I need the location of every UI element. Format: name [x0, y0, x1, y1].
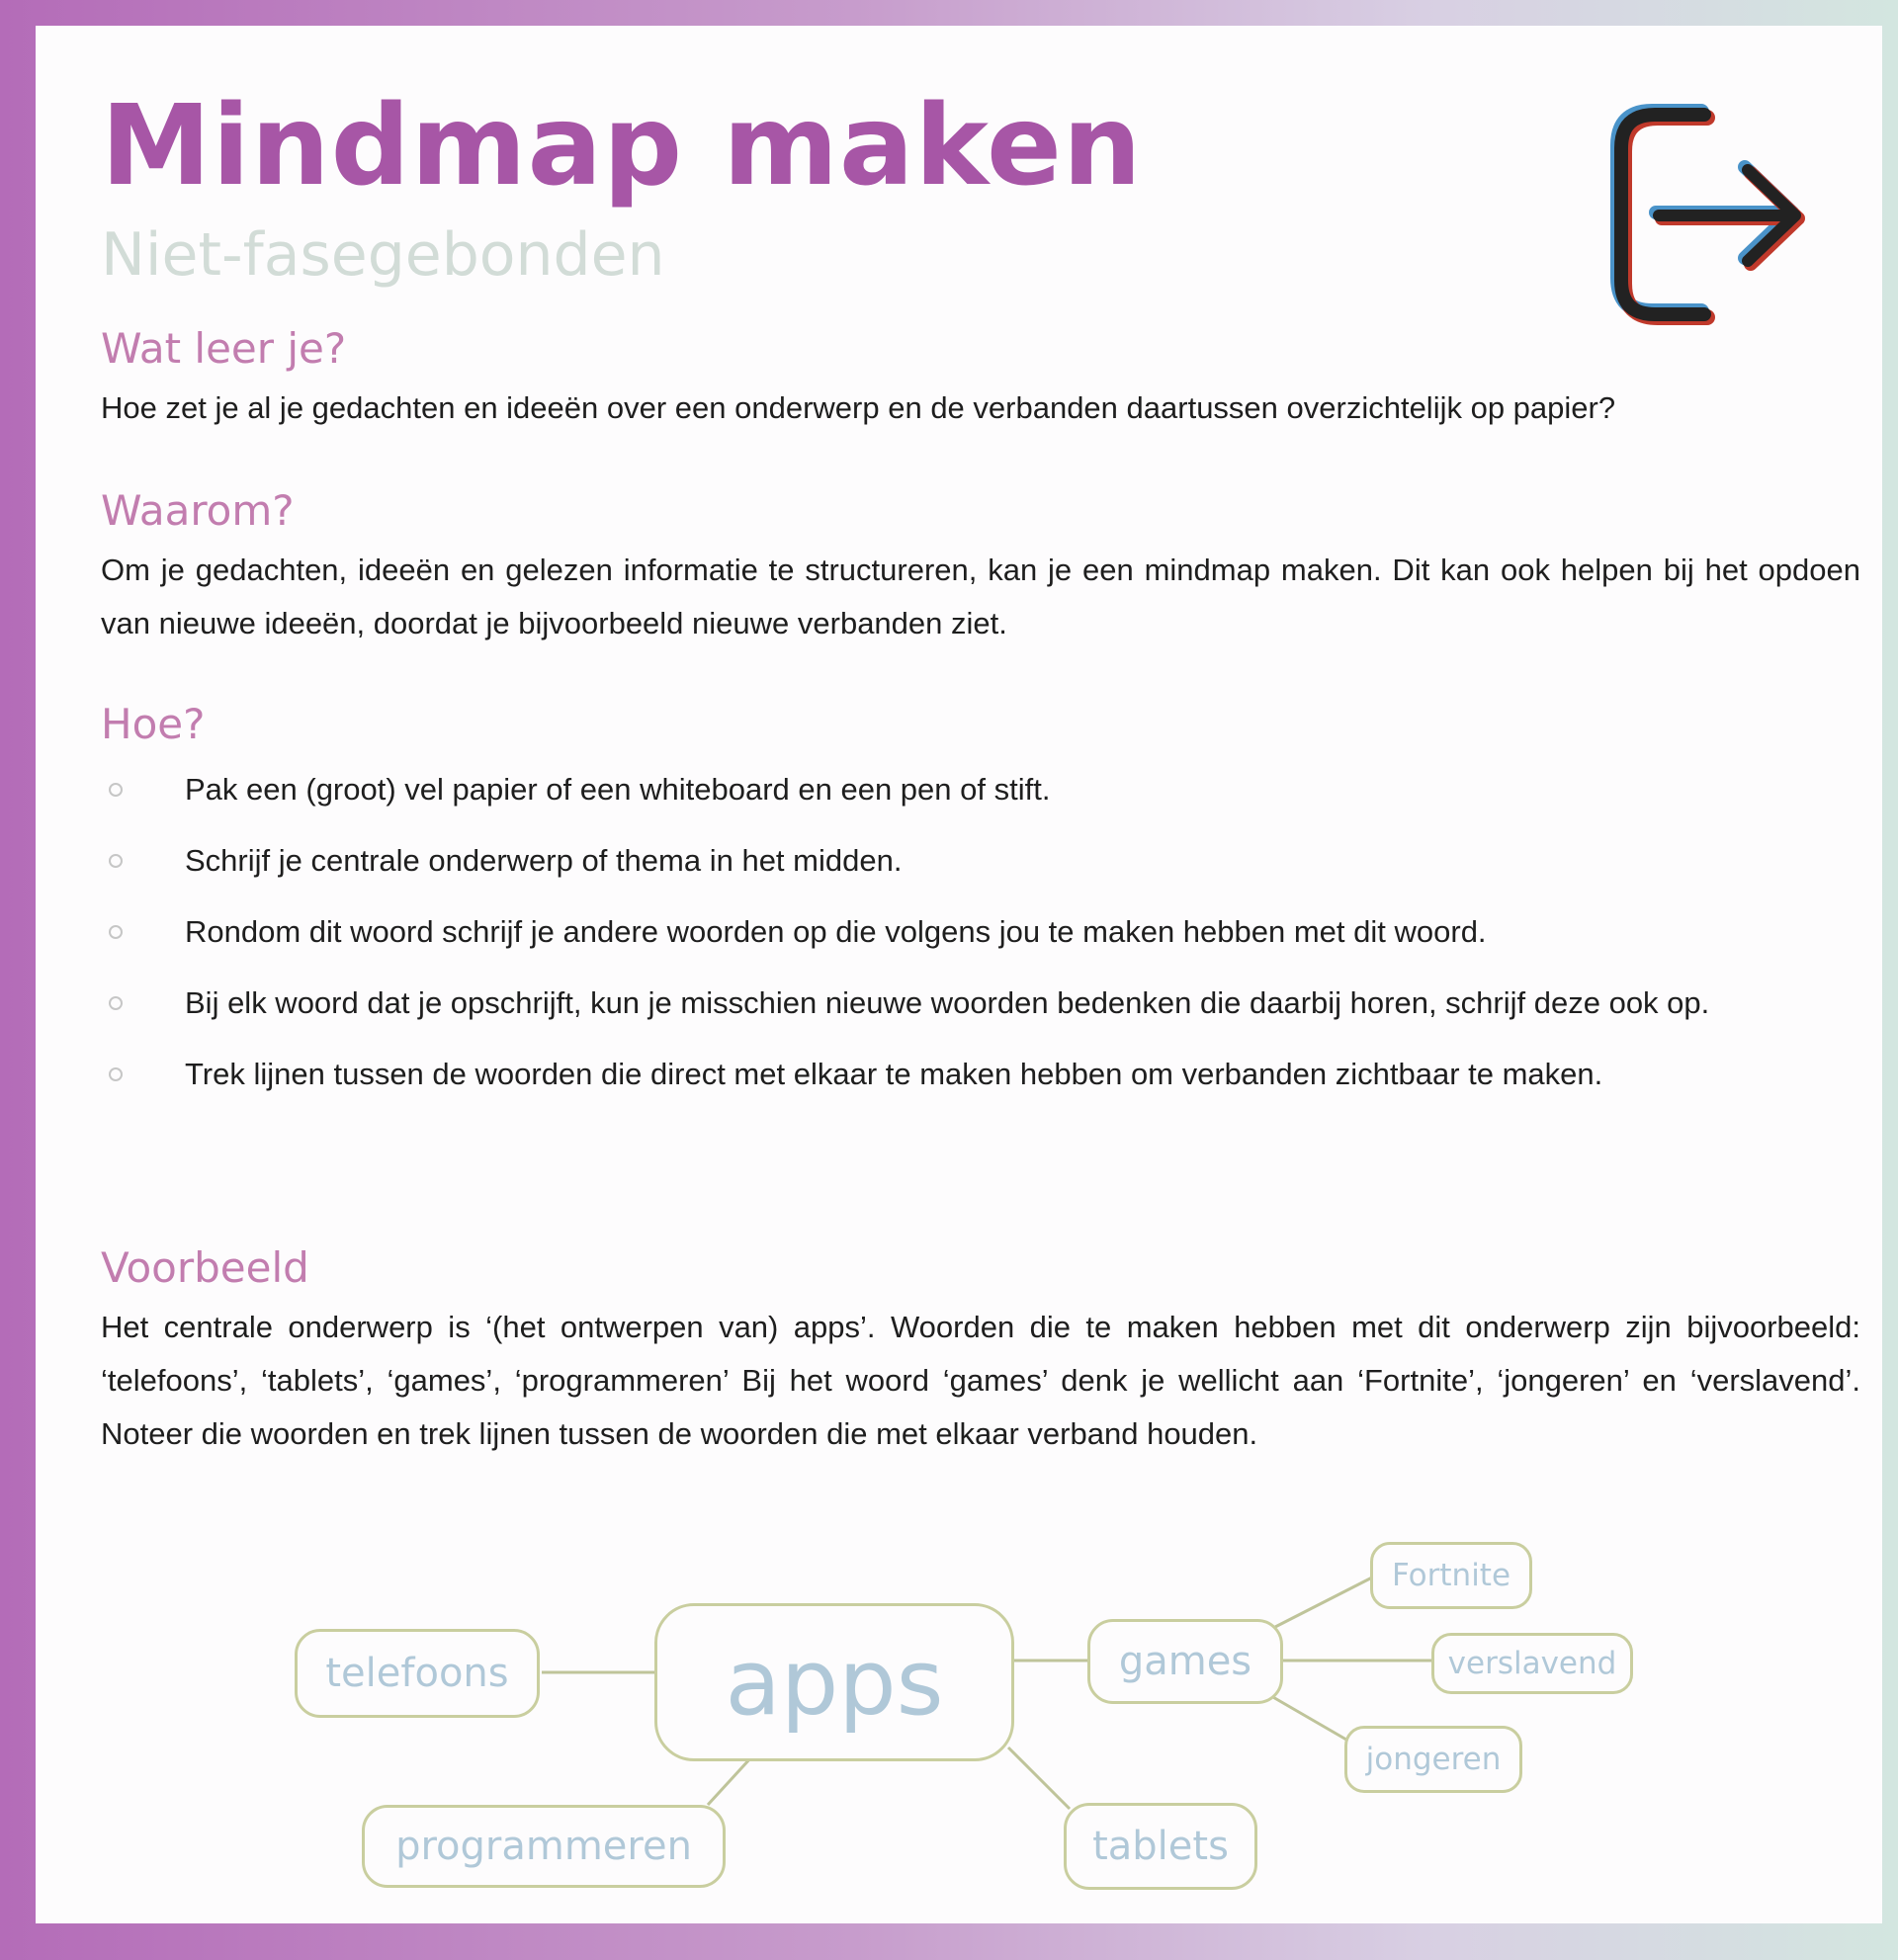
mindmap-node-programmeren: programmeren: [362, 1805, 726, 1888]
list-item: [101, 905, 1870, 959]
list-item-text: Trek lijnen tussen de woorden die direct met elkaar te maken hebben om verbanden zichtbaar te maken.: [185, 1057, 1603, 1091]
mindmap-diagram: [36, 1489, 1882, 1923]
connector-apps-programmeren: [708, 1757, 751, 1805]
mindmap-node-verslavend: verslavend: [1431, 1633, 1633, 1694]
page-title: Mindmap maken: [101, 82, 1143, 211]
section-text-voorbeeld: Het centrale onderwerp is ‘(het ontwerpen van) apps’. Woorden die te maken hebben met dit onderwerp zijn bijvoorbeeld: ‘telefoons’, ‘tablets’, ‘games’, ‘programmeren’ Bij het woord ‘games’ denk je wellicht aan ‘Fortnite’, ‘jongeren’ en ‘verslavend’. Noteer die woorden en trek lijnen tussen de woorden die met elkaar verband houden.: [101, 1310, 1860, 1451]
page-subtitle: Niet-fasegebonden: [101, 220, 665, 290]
mindmap-node-tablets: tablets: [1064, 1803, 1257, 1890]
mindmap-node-jongeren: jongeren: [1344, 1726, 1522, 1793]
list-item: [101, 763, 1870, 816]
bullet-circle-icon: [109, 925, 123, 939]
connector-games-jongeren: [1271, 1696, 1346, 1740]
steps-list: [101, 763, 1870, 1119]
exit-arrow-icon: [1597, 91, 1825, 338]
list-item-text: Bij elk woord dat je opschrijft, kun je misschien nieuwe woorden bedenken die daarbij horen, schrijf deze ook op.: [185, 985, 1710, 1020]
section-heading-voorbeeld: Voorbeeld: [101, 1243, 309, 1292]
list-item-text: Rondom dit woord schrijf je andere woorden op die volgens jou te maken hebben met dit woord.: [185, 914, 1487, 949]
list-item: [101, 834, 1870, 888]
bullet-circle-icon: [109, 854, 123, 868]
connector-apps-tablets: [1008, 1747, 1070, 1809]
list-item: [101, 977, 1870, 1030]
section-text-wat-leer-je: Hoe zet je al je gedachten en ideeën over een onderwerp en de verbanden daartussen overzichtelijk op papier?: [101, 390, 1616, 425]
list-item-text: Pak een (groot) vel papier of een whiteboard en een pen of stift.: [185, 772, 1051, 807]
section-heading-waarom: Waarom?: [101, 486, 295, 535]
connector-games-fortnite: [1275, 1577, 1372, 1627]
list-item: [101, 1048, 1870, 1101]
method-card: [36, 26, 1882, 1923]
bullet-circle-icon: [109, 1067, 123, 1081]
mindmap-node-games: games: [1087, 1619, 1283, 1704]
mindmap-node-telefoons: telefoons: [295, 1629, 540, 1718]
mindmap-node-fortnite: Fortnite: [1370, 1542, 1532, 1609]
bullet-circle-icon: [109, 996, 123, 1010]
section-text-waarom: Om je gedachten, ideeën en gelezen informatie te structureren, kan je een mindmap maken. Dit kan ook helpen bij het opdoen van nieuwe ideeën, doordat je bijvoorbeeld nieuwe verbanden ziet.: [101, 553, 1860, 640]
section-heading-hoe: Hoe?: [101, 700, 206, 748]
section-heading-wat-leer-je: Wat leer je?: [101, 324, 347, 373]
bullet-circle-icon: [109, 783, 123, 797]
list-item-text: Schrijf je centrale onderwerp of thema in het midden.: [185, 843, 903, 878]
mindmap-node-center: apps: [654, 1603, 1014, 1761]
